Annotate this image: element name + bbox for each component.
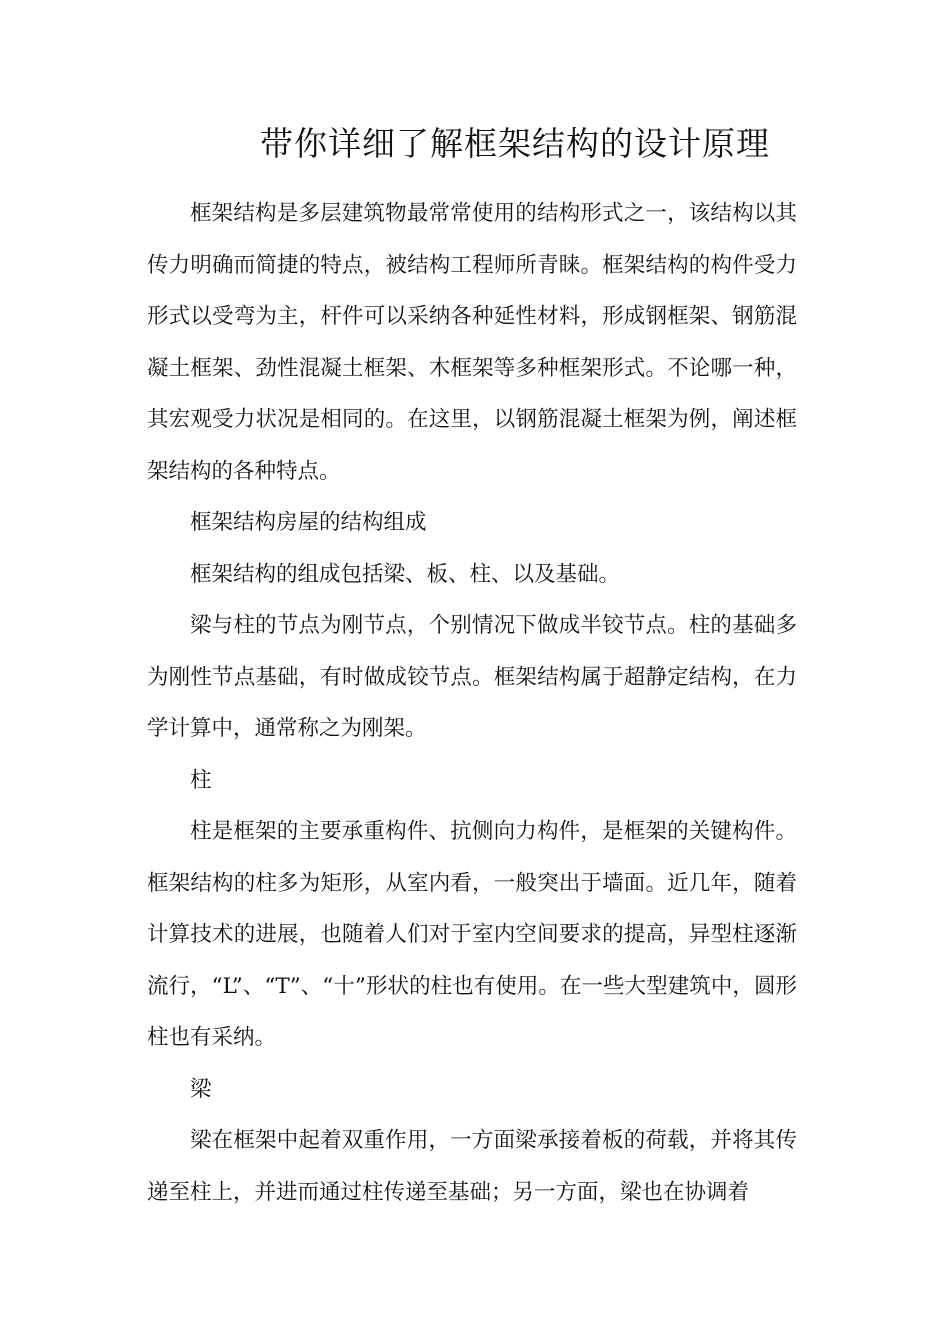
paragraph-beam: 梁在框架中起着双重作用，一方面梁承接着板的荷载，并将其传递至柱上，并进而通过柱传递至基础；另一方面，梁也在协调着 xyxy=(147,1128,797,1205)
paragraph-joints: 梁与柱的节点为刚节点，个别情况下做成半铰节点。柱的基础多为刚性节点基础，有时做成铰节点。框架结构属于超静定结构，在力学计算中，通常称之为刚架。 xyxy=(147,613,797,741)
paragraph-column: 柱是框架的主要承重构件、抗侧向力构件，是框架的关键构件。框架结构的柱多为矩形，从室内看，一般突出于墙面。近几年，随着计算技术的进展，也随着人们对于室内空间要求的提高，异型柱逐渐流行，“L”、“T”、“十”形状的柱也有使用。在一些大型建筑中，圆形柱也有采纳。 xyxy=(147,819,797,1050)
document-body xyxy=(147,188,797,1218)
paragraph-intro: 框架结构是多层建筑物最常常使用的结构形式之一，该结构以其传力明确而简捷的特点，被结构工程师所青睐。框架结构的构件受力形式以受弯为主，杆件可以采纳各种延性材料，形成钢框架、钢筋混凝土框架、劲性混凝土框架、木框架等多种框架形式。不论哪一种，其宏观受力状况是相同的。在这里，以钢筋混凝土框架为例，阐述框架结构的各种特点。 xyxy=(147,201,797,484)
document-title: 带你详细了解框架结构的设计原理 xyxy=(260,124,770,163)
section-heading-column: 柱 xyxy=(190,767,212,793)
section-heading-beam: 梁 xyxy=(190,1076,212,1102)
paragraph-composition: 框架结构的组成包括梁、板、柱、以及基础。 xyxy=(190,561,621,587)
section-heading-composition: 框架结构房屋的结构组成 xyxy=(190,510,427,535)
